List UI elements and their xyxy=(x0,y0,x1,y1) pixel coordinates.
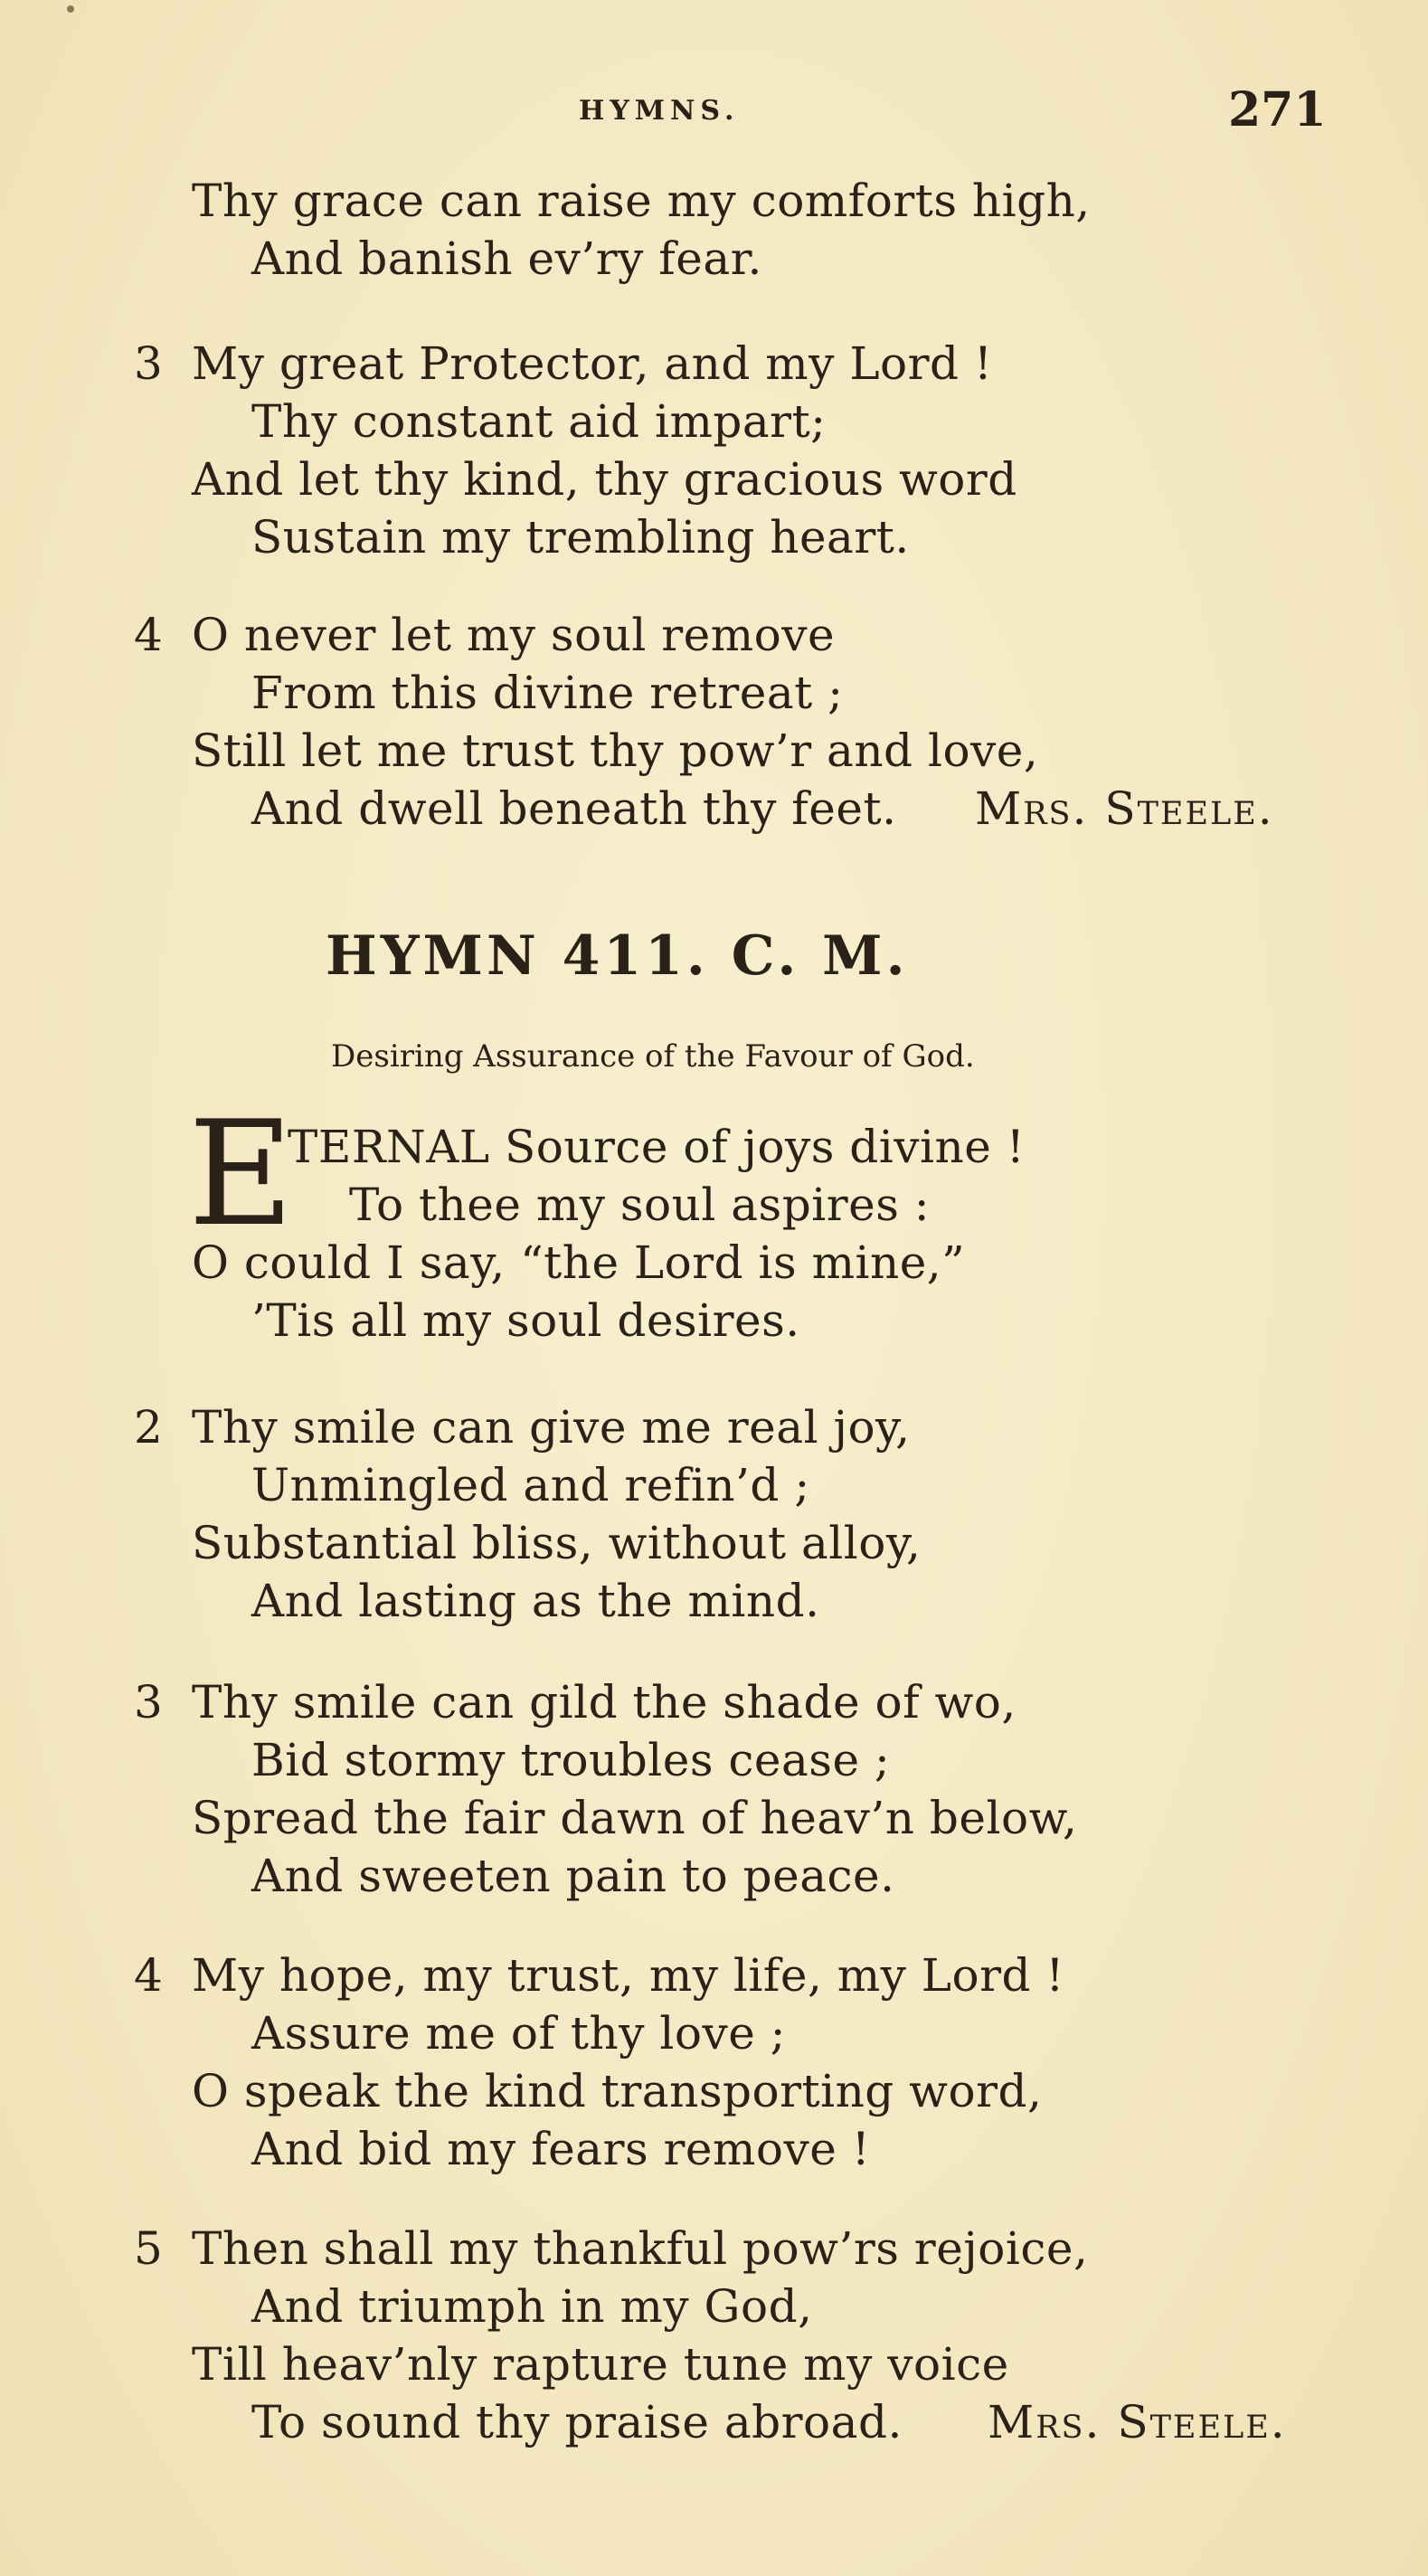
verse-number: 3 xyxy=(134,337,163,390)
attribution: Mrs. Steele. xyxy=(988,2396,1287,2448)
drop-cap: E xyxy=(188,1089,294,1258)
hymn-title: HYMN 411. C. M. xyxy=(326,924,909,988)
verse-line: Thy smile can gild the shade of wo, xyxy=(192,1676,1017,1728)
verse-line: And dwell beneath thy feet. xyxy=(251,782,897,835)
verse-line: And triumph in my God, xyxy=(251,2280,813,2333)
verse-line: Thy constant aid impart; xyxy=(251,395,827,448)
running-title: HYMNS. xyxy=(579,95,740,127)
verse-number: 2 xyxy=(134,1401,163,1454)
running-head xyxy=(0,82,1428,140)
verse-number: 4 xyxy=(134,609,163,661)
verse-line: Till heav’nly rapture tune my voice xyxy=(192,2338,1009,2391)
verse-line: To thee my soul aspires : xyxy=(349,1179,931,1231)
page-number: 271 xyxy=(1228,82,1327,137)
verse-line: From this divine retreat ; xyxy=(251,667,844,719)
hymn-subtitle: Desiring Assurance of the Favour of God. xyxy=(331,1038,975,1075)
verse-line: O could I say, “the Lord is mine,” xyxy=(192,1236,966,1289)
verse-line: Thy grace can raise my comforts high, xyxy=(192,175,1091,227)
verse-line: Unmingled and refin’d ; xyxy=(251,1459,810,1511)
verse-line: Then shall my thankful pow’rs rejoice, xyxy=(192,2222,1089,2275)
verse-line: And bid my fears remove ! xyxy=(251,2123,871,2175)
verse-line: O speak the kind transporting word, xyxy=(192,2065,1043,2117)
verse-number: 4 xyxy=(134,1949,163,2002)
verse-line: My great Protector, and my Lord ! xyxy=(192,337,993,390)
verse-line: ’Tis all my soul desires. xyxy=(251,1294,800,1347)
ink-speck xyxy=(67,5,74,13)
attribution: Mrs. Steele. xyxy=(975,782,1274,835)
verse-line: Spread the fair dawn of heav’n below, xyxy=(192,1792,1078,1844)
verse-line: O never let my soul remove xyxy=(192,609,836,661)
verse-line: TERNAL Source of joys divine ! xyxy=(288,1121,1026,1173)
verse-line: Bid stormy troubles cease ; xyxy=(251,1734,891,1786)
verse-line: Sustain my trembling heart. xyxy=(251,511,910,564)
verse-line: Substantial bliss, without alloy, xyxy=(192,1517,922,1569)
verse-line: Still let me trust thy pow’r and love, xyxy=(192,724,1039,777)
verse-line: To sound thy praise abroad. xyxy=(251,2396,903,2448)
verse-line: Thy smile can give me real joy, xyxy=(192,1401,911,1454)
verse-line: And banish ev’ry fear. xyxy=(251,232,762,285)
verse-number: 5 xyxy=(134,2222,163,2275)
verse-line: Assure me of thy love ; xyxy=(251,2007,787,2060)
verse-line: My hope, my trust, my life, my Lord ! xyxy=(192,1949,1064,2002)
verse-number: 3 xyxy=(134,1676,163,1728)
verse-line: And sweeten pain to peace. xyxy=(251,1850,895,1902)
verse-line: And let thy kind, thy gracious word xyxy=(192,453,1017,506)
verse-line: And lasting as the mind. xyxy=(251,1575,820,1627)
